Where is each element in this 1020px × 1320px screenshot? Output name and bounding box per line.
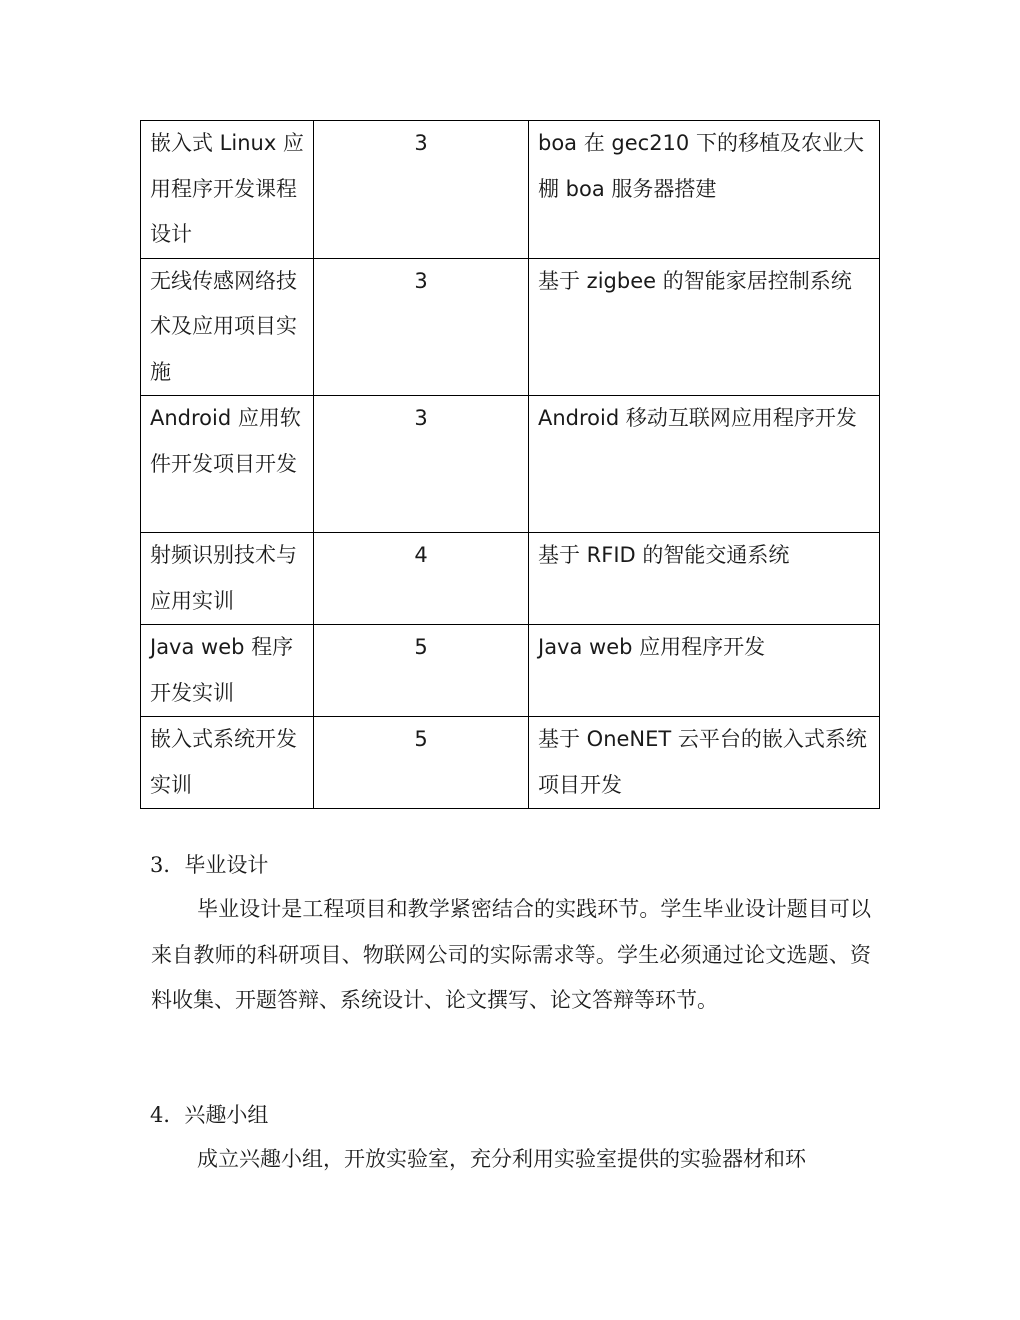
section-3-heading: 3．毕业设计 [150, 853, 269, 877]
table-row [141, 396, 880, 533]
table-row [141, 717, 880, 809]
course-name-cell: 无线传感网络技术及应用项目实施 [141, 258, 314, 396]
weeks-cell: 5 [314, 625, 529, 717]
course-name-cell: Java web 程序开发实训 [141, 625, 314, 717]
table-row [141, 121, 880, 259]
section-4-paragraph: 成立兴趣小组，开放实验室，充分利用实验室提供的实验器材和环 [197, 1147, 806, 1171]
project-cell: Java web 应用程序开发 [529, 625, 880, 717]
weeks-cell: 3 [314, 396, 529, 533]
section-4-heading: 4．兴趣小组 [150, 1103, 269, 1127]
project-cell: boa 在 gec210 下的移植及农业大棚 boa 服务器搭建 [529, 121, 880, 259]
course-name-cell: Android 应用软件开发项目开发 [141, 396, 314, 533]
weeks-cell: 3 [314, 121, 529, 259]
table-row [141, 258, 880, 396]
course-name-cell: 嵌入式系统开发实训 [141, 717, 314, 809]
project-cell: Android 移动互联网应用程序开发 [529, 396, 880, 533]
section-3-paragraph: 毕业设计是工程项目和教学紧密结合的实践环节。学生毕业设计题目可以来自教师的科研项目、物联网公司的实际需求等。学生必须通过论文选题、资料收集、开题答辩、系统设计、论文撰写、论文答辩等环节。 [151, 897, 871, 1012]
project-cell: 基于 OneNET 云平台的嵌入式系统项目开发 [529, 717, 880, 809]
weeks-cell: 3 [314, 258, 529, 396]
project-cell: 基于 zigbee 的智能家居控制系统 [529, 258, 880, 396]
weeks-cell: 5 [314, 717, 529, 809]
course-table [140, 120, 880, 809]
course-name-cell: 嵌入式 Linux 应用程序开发课程设计 [141, 121, 314, 259]
course-name-cell: 射频识别技术与应用实训 [141, 533, 314, 625]
table-row [141, 625, 880, 717]
project-cell: 基于 RFID 的智能交通系统 [529, 533, 880, 625]
table-row [141, 533, 880, 625]
weeks-cell: 4 [314, 533, 529, 625]
